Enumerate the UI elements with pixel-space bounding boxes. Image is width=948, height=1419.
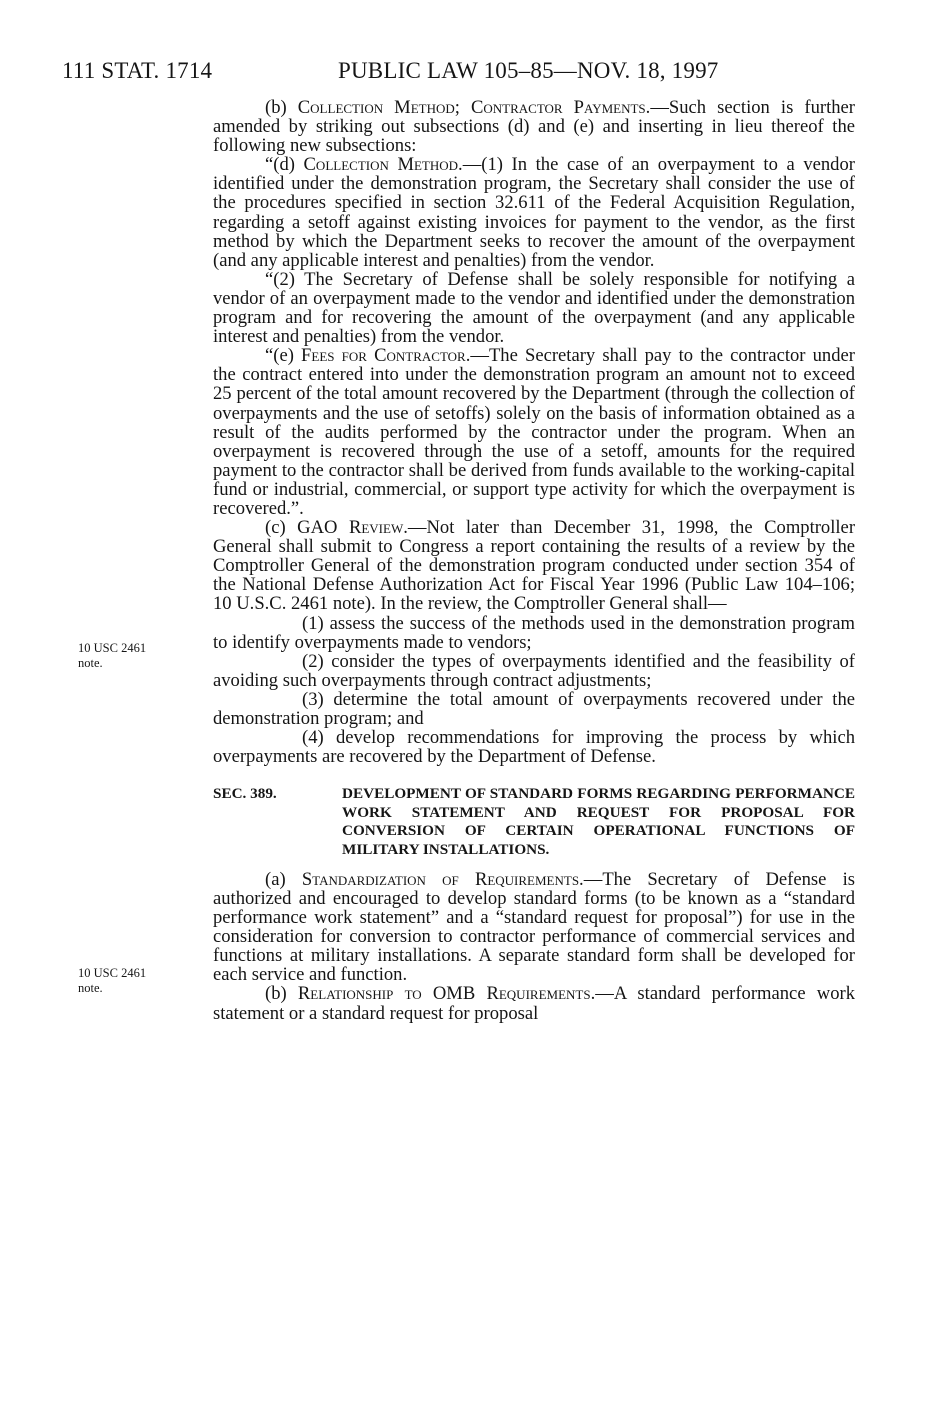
- paragraph-heading: Standardization of Requirements.: [301, 868, 584, 890]
- paragraph-b-collection-method: (b) Collection Method; Contractor Payments.—Such section is further amended by striking out subsections (d) and (e) and inserting in lieu thereof the following new subsections:: [213, 97, 855, 157]
- paragraph-d2-responsibility: “(2) The Secretary of Defense shall be solely responsible for notifying a vendor of an overpayment made to the vendor and identified under the demonstration program and for recovering the amount of the overpayment (and any applicable interest and penalties) from the vendor.: [213, 268, 855, 348]
- body-text: [213, 98, 855, 1023]
- margin-note-suffix: note.: [78, 981, 103, 995]
- paragraph-heading: Fees for Contractor.: [301, 345, 471, 367]
- paragraph-a-standardization: (a) Standardization of Requirements.—The Secretary of Defense is authorized and encouraged to develop standard forms (to be known as a “standard performance work statement” and a “standard request for proposal”) for use in the consideration for conversion to contractor performance of commercial services and functions at military installations. A separate standard form shall be developed for each service and function.: [213, 868, 855, 986]
- list-item: (3) determine the total amount of overpayments recovered under the demonstration program; and: [213, 688, 855, 729]
- page-stat-number: 111 STAT. 1714: [62, 58, 213, 83]
- paragraph-heading: Collection Method.: [303, 154, 463, 176]
- paragraph-heading: Collection Method; Contractor Payments.: [297, 97, 651, 118]
- section-heading: [213, 785, 855, 859]
- paragraph-heading: GAO Review.: [297, 517, 408, 539]
- list-item: (4) develop recommendations for improving the process by which overpayments are recovered by the Department of Defense.: [213, 727, 855, 768]
- paragraph-heading: Relationship to OMB Requirements.: [297, 983, 596, 1005]
- running-header: PUBLIC LAW 105–85—NOV. 18, 1997: [338, 58, 719, 83]
- margin-note: [78, 966, 146, 996]
- margin-note-citation: 10 USC 2461: [78, 966, 147, 980]
- section-number: SEC. 389.: [213, 785, 277, 803]
- list-item: (2) consider the types of overpayments identified and the feasibility of avoiding such overpayments through contract adjustments;: [213, 650, 855, 691]
- section-title: DEVELOPMENT OF STANDARD FORMS REGARDING PERFORMANCE WORK STATEMENT AND REQUEST FOR PROPOSAL FOR CONVERSION OF CERTAIN OPERATIONAL FUNCTIONS OF MILITARY INSTALLATIONS.: [342, 785, 855, 858]
- paragraph-b-omb-relationship: (b) Relationship to OMB Requirements.—A standard performance work statement or a standard request for proposal: [213, 983, 855, 1024]
- list-item: (1) assess the success of the methods used in the demonstration program to identify overpayments made to vendors;: [213, 612, 855, 653]
- paragraph-e-fees: “(e) Fees for Contractor.—The Secretary shall pay to the contractor under the contract entered into under the demonstration program an amount not to exceed 25 percent of the total amount recovered by the Department (through the collection of overpayments and the use of setoffs) solely on the basis of information obtained as a result of the audits performed by the contractor under the program. When an overpayment is recovered through the use of a setoff, amounts for the required payment to the contractor shall be derived from funds available to the working-capital fund or industrial, commercial, or support type activity for which the overpayment is recovered.”.: [213, 345, 855, 519]
- margin-note-citation: 10 USC 2461: [78, 641, 147, 655]
- paragraph-c-gao-review: (c) GAO Review.—Not later than December 31, 1998, the Comptroller General shall submit to Congress a report containing the results of a review by the Comptroller General of the demonstration program conducted under section 354 of the National Defense Authorization Act for Fiscal Year 1996 (Public Law 104–106; 10 U.S.C. 2461 note). In the review, the Comptroller General shall—: [213, 517, 856, 615]
- paragraph-d-collection-method: “(d) Collection Method.—(1) In the case of an overpayment to a vendor identified under the demonstration program, the Secretary shall consider the use of the procedures specified in section 32.611 of the Federal Acquisition Regulation, regarding a setoff against existing invoices for payment to the vendor, as the first method by which the Department seeks to recover the amount of the overpayment (and any applicable interest and penalties) from the vendor.: [213, 154, 855, 271]
- margin-note-suffix: note.: [78, 656, 103, 670]
- margin-note: [78, 641, 146, 671]
